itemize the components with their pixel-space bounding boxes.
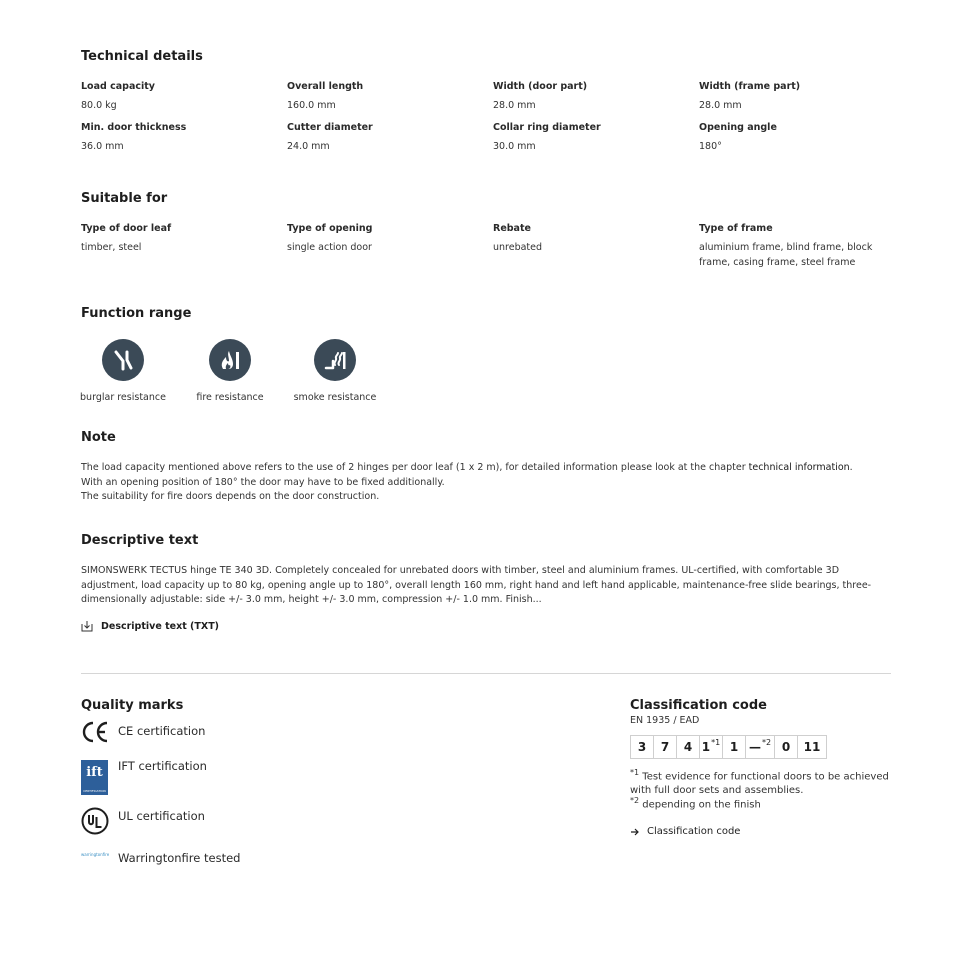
spec-label: Cutter diameter	[287, 122, 373, 133]
classification-cell	[700, 736, 723, 758]
technical-details-title: Technical details	[81, 49, 203, 64]
spec-value: 24.0 mm	[287, 141, 330, 152]
note-line-3: The suitability for fire doors depends on the door construction.	[81, 491, 380, 502]
function-burglar-resistance	[79, 339, 167, 403]
arrow-right-icon	[630, 822, 640, 841]
quality-mark-label: UL certification	[118, 809, 205, 823]
function-label: smoke resistance	[293, 392, 377, 403]
suitable-label: Type of opening	[287, 223, 373, 234]
burglar-resistance-icon	[102, 339, 144, 381]
suitable-label: Rebate	[493, 223, 531, 234]
descriptive-text-body: SIMONSWERK TECTUS hinge TE 340 3D. Completely concealed for unrebated doors with timber, steel and aluminium frames. UL-certified, with comfortable 3D adjustment, load capacity up to 80 kg, opening angle up to 180°, overall length 160 mm, right hand and left hand applicable, maintenance-free slide bearings, three-dimensionally adjustable: side +/- 3.0 mm, height +/- 3.0 mm, compression +/- 1.0 mm. Finish...	[81, 565, 872, 605]
classification-footnote-ref: *1	[711, 737, 721, 747]
note-text	[81, 461, 881, 505]
spec-label: Collar ring diameter	[493, 122, 601, 133]
classification-cell	[775, 736, 798, 758]
fire-resistance-icon	[209, 339, 251, 381]
function-label: fire resistance	[196, 392, 264, 403]
classification-title: Classification code	[630, 698, 767, 713]
suitable-rebate	[493, 223, 683, 255]
spec-width-frame-part	[699, 81, 889, 113]
spec-cutter-diameter	[287, 122, 477, 154]
classification-digit: 7	[660, 740, 670, 754]
classification-digit: —	[748, 740, 761, 754]
quality-mark-label: CE certification	[118, 724, 206, 738]
suitable-label: Type of door leaf	[81, 223, 172, 234]
note-line-2: With an opening position of 180° the door may have to be fixed additionally.	[81, 476, 445, 488]
spec-label: Min. door thickness	[81, 122, 187, 133]
spec-collar-ring-diameter	[493, 122, 683, 154]
smoke-resistance-icon	[314, 339, 356, 381]
spec-label: Width (door part)	[493, 81, 588, 92]
download-icon	[81, 617, 93, 636]
section-divider	[81, 673, 891, 674]
quality-mark-label: Warringtonfire tested	[118, 851, 241, 865]
quality-mark-label: IFT certification	[118, 759, 207, 773]
spec-value: 80.0 kg	[81, 100, 117, 111]
ift-certified-icon	[81, 760, 108, 795]
classification-cell	[631, 736, 654, 758]
classification-digit: 0	[781, 740, 791, 754]
spec-label: Overall length	[287, 81, 364, 92]
classification-cell	[798, 736, 826, 758]
spec-value: 30.0 mm	[493, 141, 536, 152]
suitable-value: single action door	[287, 242, 372, 253]
function-fire-resistance	[195, 339, 265, 403]
suitable-value: timber, steel	[81, 242, 142, 253]
function-range-title: Function range	[81, 306, 192, 321]
spec-min-door-thickness	[81, 122, 271, 154]
note-line-1-end: .	[849, 462, 853, 473]
spec-load-capacity	[81, 81, 271, 113]
spec-value: 160.0 mm	[287, 100, 336, 111]
classification-cell	[746, 736, 775, 758]
ift-logo-text: ift	[86, 764, 103, 780]
classification-cell	[654, 736, 677, 758]
classification-code-link[interactable]	[630, 822, 740, 841]
quality-marks-title: Quality marks	[81, 698, 184, 713]
quality-mark-warringtonfire	[81, 850, 321, 866]
footnote-text: depending on the finish	[642, 799, 761, 811]
note-title: Note	[81, 430, 116, 445]
suitable-for-title: Suitable for	[81, 191, 168, 206]
classification-footnote-ref: *2	[761, 737, 772, 747]
classification-digit: 11	[803, 740, 821, 754]
ce-mark-icon	[81, 721, 109, 747]
function-smoke-resistance	[292, 339, 378, 403]
spec-value: 36.0 mm	[81, 141, 124, 152]
classification-digit: 1	[701, 740, 711, 754]
note-line-1-text: The load capacity mentioned above refers to the use of 2 hinges per door leaf (1 x 2 m), for detailed information please look at the chapter	[81, 462, 749, 473]
spec-width-door-part	[493, 81, 683, 113]
function-range-list	[81, 339, 481, 409]
classification-code-box	[630, 735, 827, 759]
spec-label: Load capacity	[81, 81, 155, 92]
footnote-mark: *1	[630, 768, 640, 777]
classification-standard: EN 1935 / EAD	[630, 715, 700, 726]
suitable-frame	[699, 223, 881, 270]
spec-value: 28.0 mm	[699, 100, 742, 111]
descriptive-text-title: Descriptive text	[81, 533, 199, 548]
classification-digit: 3	[637, 740, 647, 754]
suitable-opening	[287, 223, 477, 255]
quality-mark-ce	[81, 722, 321, 746]
spec-opening-angle	[699, 122, 889, 154]
classification-digit: 4	[683, 740, 693, 754]
classification-footnote-2	[630, 794, 890, 812]
warringtonfire-logo-text: warringtonfire	[81, 852, 110, 857]
spec-label: Opening angle	[699, 122, 777, 133]
download-label: Descriptive text (TXT)	[101, 621, 220, 632]
suitable-door-leaf	[81, 223, 271, 255]
quality-mark-ift	[81, 759, 321, 795]
spec-value: 180°	[699, 141, 722, 152]
classification-link-label: Classification code	[647, 826, 741, 837]
spec-label: Width (frame part)	[699, 81, 801, 92]
function-label: burglar resistance	[80, 392, 166, 403]
quality-mark-ul	[81, 808, 321, 838]
footnote-text: Test evidence for functional doors to be achieved with full door sets and assemblies.	[630, 771, 889, 797]
footnote-mark: *2	[630, 796, 640, 805]
warringtonfire-logo-icon	[81, 852, 109, 858]
spec-value: 28.0 mm	[493, 100, 536, 111]
suitable-label: Type of frame	[699, 223, 773, 234]
note-line-1	[81, 461, 881, 476]
suitable-value: aluminium frame, blind frame, block frame, casing frame, steel frame	[699, 242, 873, 268]
download-descriptive-text-button[interactable]	[81, 617, 219, 636]
spec-overall-length	[287, 81, 477, 113]
ift-logo-subtext: CERTIFICATION	[83, 788, 106, 793]
classification-cell	[677, 736, 700, 758]
ul-mark-icon	[81, 807, 109, 839]
classification-cell	[723, 736, 746, 758]
suitable-value: unrebated	[493, 242, 543, 253]
classification-digit: 1	[729, 740, 739, 754]
technical-information-link[interactable]: technical information	[748, 462, 850, 473]
